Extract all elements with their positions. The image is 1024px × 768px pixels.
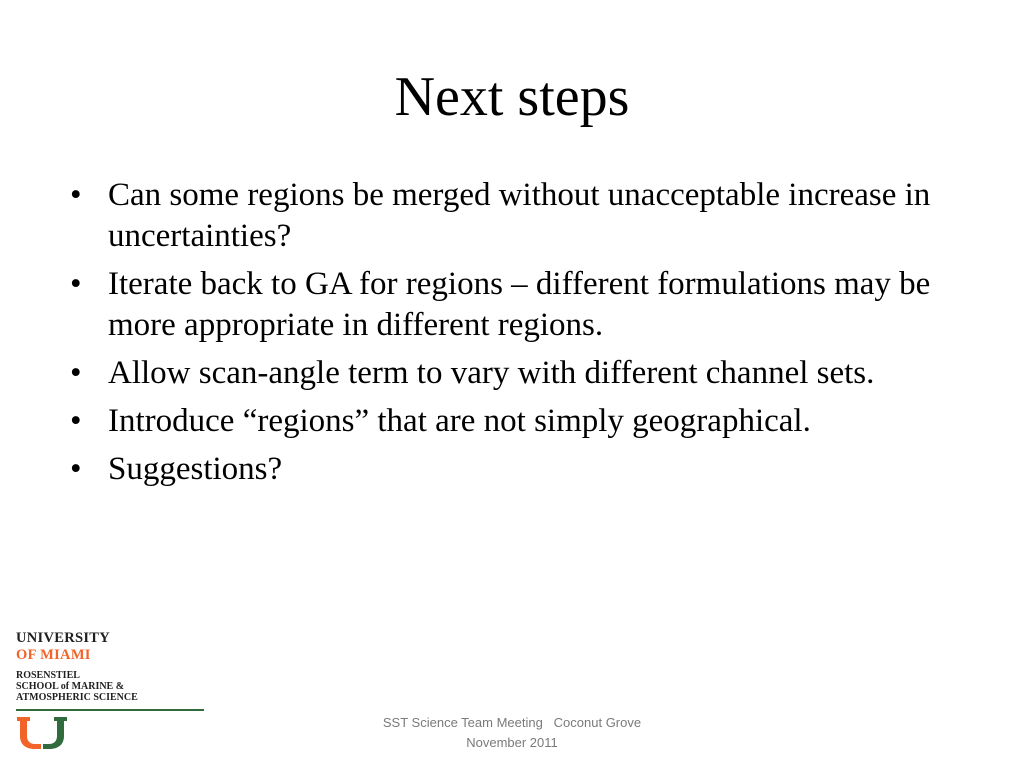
bullet-item xyxy=(70,264,970,346)
bullet-text: Allow scan-angle term to vary with different channel sets. xyxy=(108,355,875,391)
logo-atmospheric-text: ATMOSPHERIC SCIENCE xyxy=(16,692,138,703)
bullet-dot-icon: • xyxy=(70,451,82,487)
logo-school-text: SCHOOL of MARINE & xyxy=(16,681,125,692)
bullet-list xyxy=(70,175,970,497)
university-logo xyxy=(16,630,206,750)
bullet-dot-icon: • xyxy=(70,177,82,213)
bullet-text: Suggestions? xyxy=(108,451,283,487)
bullet-item xyxy=(70,449,970,490)
bullet-dot-icon: • xyxy=(70,355,82,391)
footer-meeting-text: SST Science Team Meeting Coconut Grove xyxy=(382,715,642,730)
bullet-text: Iterate back to GA for regions – different formulations may be more appropriate in different regions. xyxy=(108,266,931,343)
logo-rosenstiel-text: ROSENSTIEL xyxy=(16,670,80,681)
logo-university-text: UNIVERSITY xyxy=(16,630,111,646)
u-monogram-icon xyxy=(16,716,68,750)
footer-date-text: November 2011 xyxy=(466,735,558,750)
logo-divider xyxy=(16,709,204,711)
bullet-item xyxy=(70,175,970,257)
bullet-item xyxy=(70,353,970,394)
slide-footer xyxy=(312,713,712,753)
bullet-dot-icon: • xyxy=(70,266,82,302)
bullet-item xyxy=(70,401,970,442)
bullet-text: Can some regions be merged without unacceptable increase in uncertainties? xyxy=(108,177,931,254)
bullet-text: Introduce “regions” that are not simply geographical. xyxy=(108,403,811,439)
bullet-dot-icon: • xyxy=(70,403,82,439)
slide-title: Next steps xyxy=(394,66,630,128)
logo-of-miami-text: OF MIAMI xyxy=(16,647,91,663)
